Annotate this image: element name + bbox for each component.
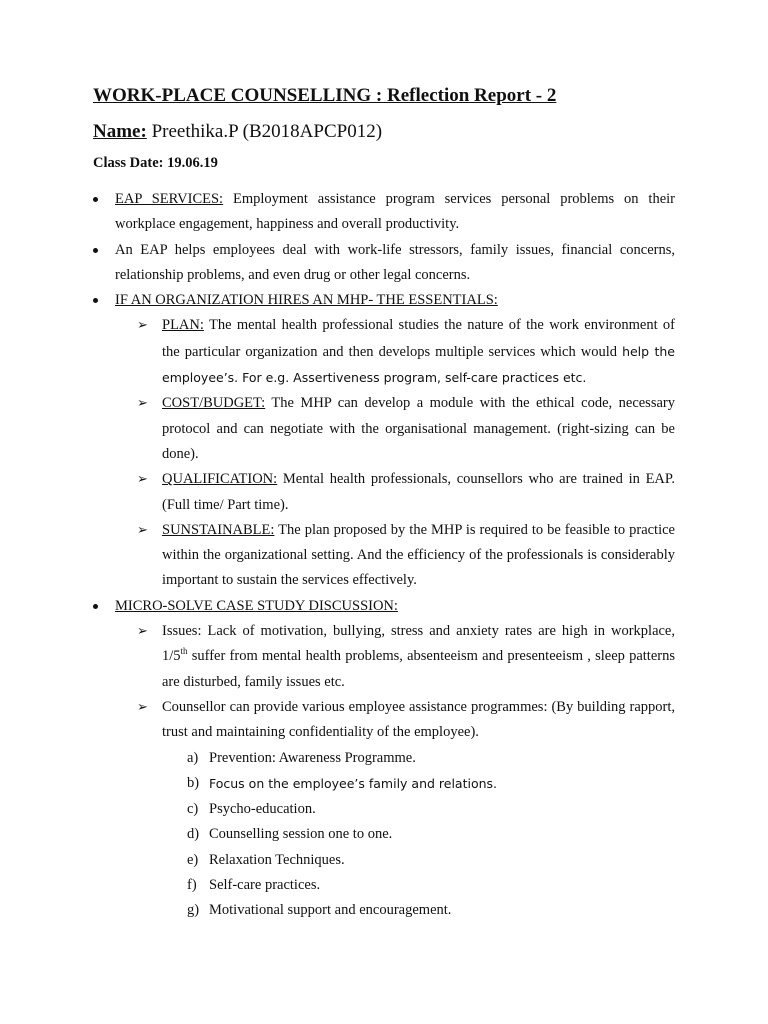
- arrow-right-icon: ➢: [137, 522, 148, 538]
- list-item-text: Motivational support and encouragement.: [209, 902, 452, 919]
- list-marker: a): [187, 749, 199, 766]
- case-study-sub-list: [93, 619, 675, 745]
- arrow-right-icon: ➢: [137, 318, 148, 334]
- list-item: [187, 771, 675, 797]
- list-item: [187, 898, 675, 923]
- list-item-text: Focus on the employee’s family and relations.: [209, 775, 498, 791]
- sub-item-plan: [137, 313, 675, 391]
- list-item-text: Prevention: Awareness Programme.: [209, 749, 416, 766]
- bullet-dot-icon: [93, 248, 98, 253]
- main-bullet-list: [93, 187, 675, 313]
- student-name: Preethika.P (B2018APCP012): [146, 121, 383, 142]
- arrow-right-icon: ➢: [137, 699, 148, 715]
- arrow-right-icon: ➢: [137, 472, 148, 488]
- report-body: [93, 187, 675, 924]
- list-item: [187, 873, 675, 898]
- bullet-mhp-essentials: [93, 288, 675, 313]
- list-item: [187, 746, 675, 771]
- superscript-th: th: [180, 646, 188, 657]
- sub-item-text-cont: suffer from mental health problems, absenteeism and presenteeism , sleep patterns are disturbed, family issues etc.: [162, 648, 675, 690]
- sub-item-heading: COST/BUDGET:: [162, 395, 266, 412]
- sub-item-text: The MHP can develop a module with the ethical code, necessary protocol and can negotiate with the organisational management. (right-sizing can be done).: [162, 395, 675, 462]
- list-item-text: Psycho-education.: [209, 801, 316, 818]
- list-item-text: Relaxation Techniques.: [209, 851, 345, 868]
- bullet-case-study: [93, 594, 675, 619]
- bullet-text: [115, 187, 675, 238]
- bullet-dot-icon: [93, 197, 98, 202]
- sub-item-text: Mental health professionals, counsellors who are trained in EAP. (Full time/ Part time).: [162, 471, 675, 513]
- bullet-body: Employment assistance program services personal problems on their workplace engagement, happiness and overall productivity.: [115, 191, 675, 233]
- bullet-text: An EAP helps employees deal with work-life stressors, family issues, financial concerns, relationship problems, and even drug or other legal concerns.: [115, 241, 675, 283]
- list-item-text: Counselling session one to one.: [209, 826, 393, 843]
- sub-item-issues: [137, 619, 675, 695]
- name-label: Name:: [93, 121, 147, 142]
- arrow-right-icon: ➢: [137, 396, 148, 412]
- programmes-list: [93, 746, 675, 924]
- bullet-heading: IF AN ORGANIZATION HIRES AN MHP- THE ESSENTIALS:: [115, 292, 498, 309]
- list-marker: b): [187, 774, 200, 791]
- class-date: Class Date: 19.06.19: [93, 155, 218, 171]
- bullet-eap-helps: [93, 238, 675, 289]
- sub-item-qualification: [137, 467, 675, 518]
- sub-item-heading: SUNSTAINABLE:: [162, 521, 275, 538]
- sub-item-text: The mental health professional studies the nature of the work environment of the particular organization and then develops multiple services which would: [162, 317, 675, 360]
- student-name-line: [93, 121, 382, 143]
- arrow-right-icon: ➢: [137, 624, 148, 640]
- report-title: WORK-PLACE COUNSELLING : Reflection Report - 2: [93, 85, 557, 106]
- main-bullet-list-continued: [93, 594, 675, 619]
- bullet-eap-services: [93, 187, 675, 238]
- sub-item-heading: QUALIFICATION:: [162, 471, 278, 488]
- bullet-heading: EAP SERVICES:: [115, 191, 224, 207]
- bullet-dot-icon: [93, 604, 98, 609]
- list-item-text: Self-care practices.: [209, 877, 321, 894]
- list-item: [187, 797, 675, 822]
- essentials-sub-list: [93, 313, 675, 593]
- list-marker: e): [187, 851, 199, 868]
- sub-item-text-alt: help the employee’s. For e.g. Assertiveness program, self-care practices etc.: [162, 343, 675, 386]
- list-marker: c): [187, 801, 199, 818]
- sub-item-cost-budget: [137, 391, 675, 467]
- sub-item-counsellor: [137, 695, 675, 746]
- sub-item-heading: PLAN:: [162, 317, 204, 334]
- bullet-heading: MICRO-SOLVE CASE STUDY DISCUSSION:: [115, 597, 398, 614]
- list-marker: g): [187, 902, 200, 919]
- list-item: [187, 822, 675, 847]
- sub-item-text: The plan proposed by the MHP is required to be feasible to practice within the organizational setting. And the efficiency of the professionals is considerably important to sustain the services effectively.: [162, 521, 675, 589]
- list-marker: f): [187, 877, 197, 894]
- sub-item-sustainable: [137, 518, 675, 594]
- bullet-dot-icon: [93, 298, 98, 303]
- list-item: [187, 848, 675, 873]
- sub-item-text: Issues: Lack of motivation, bullying, stress and anxiety rates are high in workplace, 1/5: [162, 623, 675, 665]
- list-marker: d): [187, 826, 200, 843]
- sub-item-text: Counsellor can provide various employee assistance programmes: (By building rapport, trust and maintaining confidentiality of the employee).: [162, 698, 675, 741]
